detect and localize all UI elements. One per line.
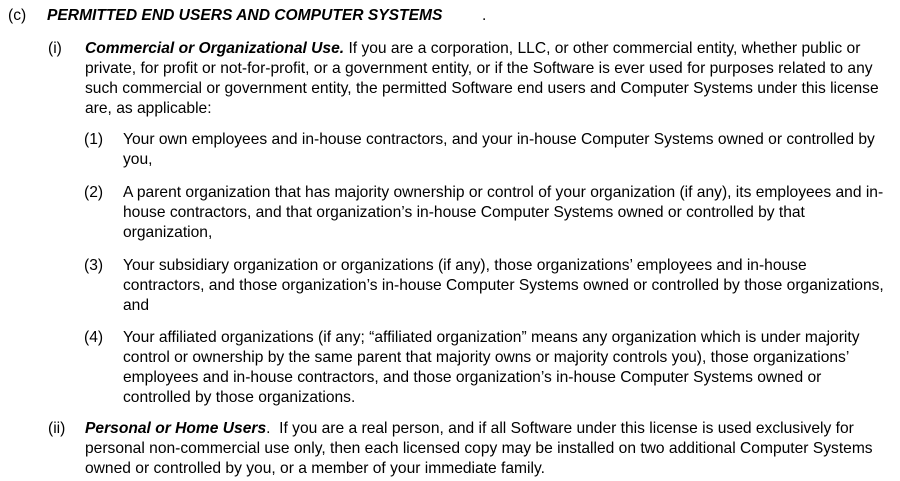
section-c-marker: (c) bbox=[8, 7, 27, 24]
section-c-title bbox=[47, 6, 442, 26]
sub-item-1-text: Your own employees and in-house contractors, and your in-house Computer Systems owned or controlled by you, bbox=[123, 131, 875, 168]
item-ii-paragraph bbox=[85, 419, 885, 479]
item-i-marker: (i) bbox=[48, 40, 62, 57]
sub-item-2-marker: (2) bbox=[84, 184, 104, 201]
item-i-paragraph bbox=[85, 39, 885, 119]
item-i-text: If you are a corporation, LLC, or other commercial entity, whether public or private, for profit or not-for-profit, or a government entity, or if the Software is ever used for purposes related to any such commercial or government entity, the permitted Software end users and Computer Systems under this license are, as applicable: bbox=[85, 40, 879, 117]
section-c-title-end: . bbox=[482, 7, 487, 24]
sub-item-3-text: Your subsidiary organization or organizations (if any), those organizations’ employees and in-house contractors, and those organization’s in-house Computer Systems owned or controlled by those organizations, and bbox=[123, 257, 884, 314]
sub-item-4-marker: (4) bbox=[84, 329, 104, 346]
sub-item-1-marker: (1) bbox=[84, 131, 104, 148]
sub-item-3-marker: (3) bbox=[84, 257, 104, 274]
item-ii-text: If you are a real person, and if all Software under this license is used exclusively for personal non-commercial use only, then each licensed copy may be installed on two additional Computer Systems owned or controlled by you, or a member of your immediate family. bbox=[85, 420, 877, 477]
item-i-heading: Commercial or Organizational Use. bbox=[85, 40, 345, 57]
item-ii-heading: Personal or Home Users bbox=[85, 420, 267, 437]
sub-item-2-text: A parent organization that has majority ownership or control of your organization (if any), its employees and in-house contractors, and that organization’s in-house Computer Systems owned or controlled by that organization, bbox=[123, 184, 884, 241]
item-ii-marker: (ii) bbox=[48, 420, 66, 437]
section-c-title-text: PERMITTED END USERS AND COMPUTER SYSTEMS bbox=[47, 7, 443, 24]
sub-item-4-text: Your affiliated organizations (if any; “affiliated organization” means any organization which is under majority control or ownership by the same parent that majority owns or majority controls you), those organizations’ employees and in-house contractors, and those organization’s in-house Computer Systems owned or controlled by those organizations. bbox=[123, 329, 860, 406]
item-ii-heading-end: . bbox=[266, 420, 271, 437]
